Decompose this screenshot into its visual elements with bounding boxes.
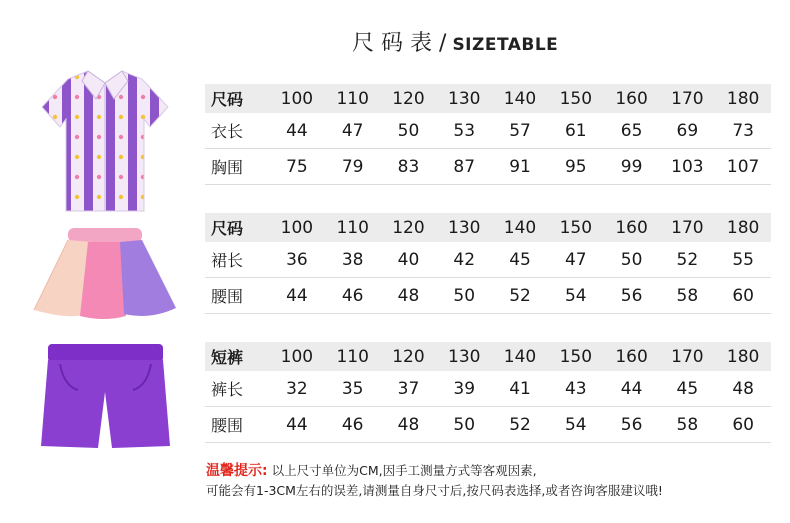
notice-box: [206, 461, 663, 501]
table-row: [205, 242, 771, 278]
value-cell: 36: [286, 249, 308, 270]
size-cell: 160: [615, 217, 648, 238]
value-cell: 48: [397, 285, 420, 306]
size-cell: 180: [726, 88, 760, 109]
value-cell: 44: [286, 285, 308, 306]
header-label: 尺码: [211, 219, 244, 238]
row-label: 腰围: [211, 416, 244, 435]
size-cell: 180: [726, 346, 760, 367]
value-cell: 52: [509, 285, 531, 306]
size-cell: 110: [336, 217, 369, 238]
value-cell: 40: [397, 249, 420, 270]
value-cell: 35: [341, 378, 364, 399]
shorts-size-table: [205, 342, 771, 443]
size-cell: 150: [559, 217, 593, 238]
value-cell: 60: [732, 285, 754, 306]
row-label: 裤长: [211, 380, 244, 399]
size-cell: 140: [503, 217, 537, 238]
table-row: [205, 407, 771, 443]
value-cell: 52: [676, 249, 699, 270]
value-cell: 56: [620, 414, 643, 435]
notice-line-1: [206, 461, 663, 481]
value-cell: 61: [564, 120, 587, 141]
value-cell: 47: [341, 120, 364, 141]
notice-text-1: 以上尺寸单位为CM,因手工测量方式等客观因素,: [271, 463, 537, 478]
size-cell: 100: [280, 88, 314, 109]
page-title: [352, 26, 558, 56]
size-cell: 180: [726, 217, 760, 238]
header-label: 尺码: [211, 90, 244, 109]
value-cell: 43: [564, 378, 587, 399]
value-cell: 46: [341, 414, 364, 435]
title-en: SIZETABLE: [452, 35, 559, 55]
table-header-row: [205, 84, 771, 113]
size-cell: 140: [503, 346, 537, 367]
value-cell: 55: [732, 249, 754, 270]
size-cell: 150: [559, 88, 593, 109]
value-cell: 91: [509, 156, 531, 177]
value-cell: 47: [564, 249, 587, 270]
value-cell: 95: [564, 156, 587, 177]
notice-warning-label: 温馨提示:: [206, 463, 268, 479]
value-cell: 79: [341, 156, 364, 177]
size-cell: 160: [615, 346, 648, 367]
value-cell: 48: [397, 414, 420, 435]
title-slash: /: [439, 31, 447, 56]
value-cell: 48: [732, 378, 754, 399]
size-cell: 110: [336, 346, 369, 367]
size-cell: 130: [448, 346, 481, 367]
value-cell: 50: [620, 249, 643, 270]
value-cell: 39: [453, 378, 476, 399]
value-cell: 65: [620, 120, 643, 141]
row-label: 衣长: [211, 122, 244, 141]
size-cell: 170: [671, 88, 704, 109]
value-cell: 38: [341, 249, 364, 270]
table-row: [205, 113, 771, 149]
row-label: 裙长: [211, 251, 244, 270]
value-cell: 75: [286, 156, 308, 177]
value-cell: 56: [620, 285, 643, 306]
value-cell: 52: [509, 414, 531, 435]
value-cell: 54: [564, 285, 587, 306]
value-cell: 50: [453, 285, 476, 306]
size-cell: 130: [448, 88, 481, 109]
value-cell: 37: [397, 378, 420, 399]
value-cell: 50: [453, 414, 476, 435]
shirt-size-table: [205, 84, 771, 185]
value-cell: 41: [509, 378, 531, 399]
size-cell: 120: [392, 88, 425, 109]
size-cell: 110: [336, 88, 369, 109]
value-cell: 69: [676, 120, 699, 141]
row-label: 腰围: [211, 287, 244, 306]
value-cell: 50: [397, 120, 420, 141]
table-row: [205, 278, 771, 314]
row-label: 胸围: [211, 158, 244, 177]
table-header-row: [205, 213, 771, 242]
value-cell: 57: [509, 120, 531, 141]
value-cell: 42: [453, 249, 476, 270]
size-cell: 170: [671, 217, 704, 238]
shirt-image: [40, 65, 170, 215]
value-cell: 44: [286, 414, 308, 435]
skirt-image: [30, 222, 180, 322]
value-cell: 45: [509, 249, 531, 270]
value-cell: 60: [732, 414, 754, 435]
value-cell: 44: [620, 378, 643, 399]
value-cell: 32: [286, 378, 308, 399]
size-cell: 150: [559, 346, 593, 367]
value-cell: 87: [453, 156, 476, 177]
size-cell: 170: [671, 346, 704, 367]
notice-text-2: 可能会有1-3CM左右的误差,请测量自身尺寸后,按尺码表选择,或者咨询客服建议哦!: [206, 483, 663, 498]
value-cell: 83: [397, 156, 420, 177]
value-cell: 44: [286, 120, 308, 141]
size-cell: 160: [615, 88, 648, 109]
value-cell: 45: [676, 378, 699, 399]
value-cell: 58: [676, 285, 699, 306]
value-cell: 53: [453, 120, 476, 141]
table-row: [205, 149, 771, 185]
size-cell: 100: [280, 346, 314, 367]
value-cell: 54: [564, 414, 587, 435]
size-cell: 100: [280, 217, 314, 238]
size-cell: 130: [448, 217, 481, 238]
title-zh: 尺码表: [352, 31, 440, 56]
value-cell: 107: [726, 156, 760, 177]
size-cell: 120: [392, 217, 425, 238]
shorts-image: [38, 342, 173, 452]
table-header-row: [205, 342, 771, 371]
header-label: 短裤: [211, 348, 244, 367]
skirt-size-table: [205, 213, 771, 314]
size-cell: 140: [503, 88, 537, 109]
value-cell: 58: [676, 414, 699, 435]
value-cell: 46: [341, 285, 364, 306]
value-cell: 103: [671, 156, 704, 177]
value-cell: 73: [732, 120, 754, 141]
table-row: [205, 371, 771, 407]
value-cell: 99: [620, 156, 643, 177]
size-cell: 120: [392, 346, 425, 367]
